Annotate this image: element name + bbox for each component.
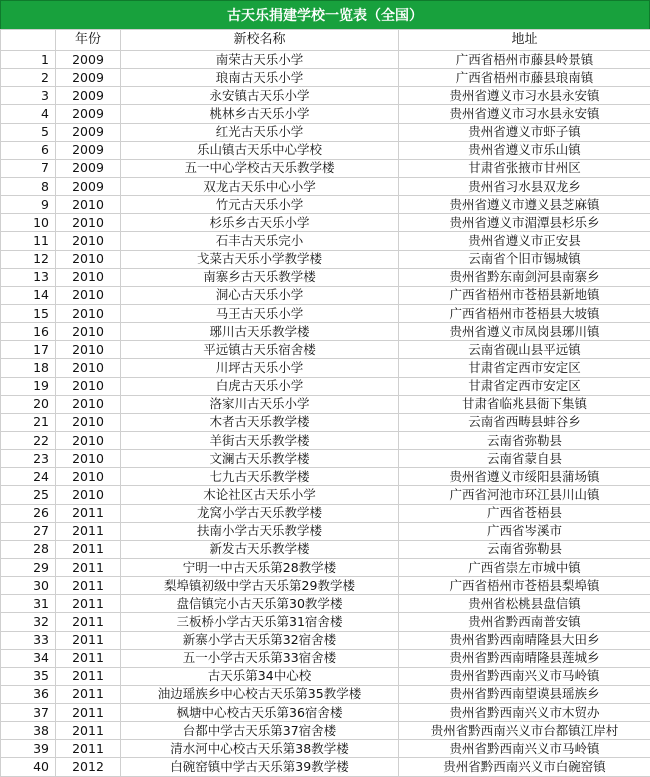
row-address-cell[interactable]: 贵州省遵义市习水县永安镇 bbox=[399, 87, 650, 105]
table-row[interactable] bbox=[1, 595, 650, 613]
row-year-cell[interactable]: 2009 bbox=[56, 141, 121, 159]
row-index-cell[interactable]: 24 bbox=[1, 468, 56, 486]
row-address-cell[interactable]: 广西省梧州市藤县岭景镇 bbox=[399, 51, 650, 69]
row-school-name-cell[interactable]: 清水河中心校古天乐第38教学楼 bbox=[121, 740, 399, 758]
row-year-cell[interactable]: 2010 bbox=[56, 359, 121, 377]
row-index-cell[interactable]: 37 bbox=[1, 704, 56, 722]
row-address-cell[interactable]: 广西省岑溪市 bbox=[399, 522, 650, 540]
row-index-cell[interactable]: 16 bbox=[1, 323, 56, 341]
row-index-cell[interactable]: 21 bbox=[1, 413, 56, 431]
table-row[interactable] bbox=[1, 323, 650, 341]
row-school-name-cell[interactable]: 乐山镇古天乐中心学校 bbox=[121, 141, 399, 159]
row-year-cell[interactable]: 2011 bbox=[56, 504, 121, 522]
table-row[interactable] bbox=[1, 558, 650, 576]
row-school-name-cell[interactable]: 油边瑶族乡中心校古天乐第35教学楼 bbox=[121, 685, 399, 703]
table-row[interactable] bbox=[1, 177, 650, 195]
row-school-name-cell[interactable]: 木者古天乐教学楼 bbox=[121, 413, 399, 431]
row-school-name-cell[interactable]: 杉乐乡古天乐小学 bbox=[121, 214, 399, 232]
table-row[interactable] bbox=[1, 704, 650, 722]
row-address-cell[interactable]: 云南省砚山县平远镇 bbox=[399, 341, 650, 359]
row-year-cell[interactable]: 2011 bbox=[56, 613, 121, 631]
row-index-cell[interactable]: 4 bbox=[1, 105, 56, 123]
row-year-cell[interactable]: 2009 bbox=[56, 177, 121, 195]
row-school-name-cell[interactable]: 桃林乡古天乐小学 bbox=[121, 105, 399, 123]
table-body bbox=[1, 51, 650, 777]
row-index-cell[interactable]: 1 bbox=[1, 51, 56, 69]
row-address-cell[interactable]: 甘肃省定西市安定区 bbox=[399, 359, 650, 377]
table-row[interactable] bbox=[1, 214, 650, 232]
row-year-cell[interactable]: 2011 bbox=[56, 595, 121, 613]
row-index-cell[interactable]: 38 bbox=[1, 722, 56, 740]
row-index-cell[interactable]: 17 bbox=[1, 341, 56, 359]
table-row[interactable] bbox=[1, 87, 650, 105]
table-row[interactable] bbox=[1, 758, 650, 776]
row-school-name-cell[interactable]: 三板桥小学古天乐第31宿舍楼 bbox=[121, 613, 399, 631]
row-index-cell[interactable]: 14 bbox=[1, 286, 56, 304]
row-year-cell[interactable]: 2009 bbox=[56, 51, 121, 69]
row-year-cell[interactable]: 2011 bbox=[56, 667, 121, 685]
row-year-cell[interactable]: 2010 bbox=[56, 214, 121, 232]
row-school-name-cell[interactable]: 五一小学古天乐第33宿舍楼 bbox=[121, 649, 399, 667]
row-year-cell[interactable]: 2010 bbox=[56, 323, 121, 341]
row-index-cell[interactable]: 23 bbox=[1, 450, 56, 468]
row-school-name-cell[interactable]: 竹元古天乐小学 bbox=[121, 196, 399, 214]
row-index-cell[interactable]: 29 bbox=[1, 558, 56, 576]
row-school-name-cell[interactable]: 石丰古天乐完小 bbox=[121, 232, 399, 250]
row-index-cell[interactable]: 36 bbox=[1, 685, 56, 703]
row-address-cell[interactable]: 甘肃省定西市安定区 bbox=[399, 377, 650, 395]
row-school-name-cell[interactable]: 永安镇古天乐小学 bbox=[121, 87, 399, 105]
row-year-cell[interactable]: 2009 bbox=[56, 69, 121, 87]
row-school-name-cell[interactable]: 枫塘中心校古天乐第36宿舍楼 bbox=[121, 704, 399, 722]
row-school-name-cell[interactable]: 南荣古天乐小学 bbox=[121, 51, 399, 69]
row-index-cell[interactable]: 25 bbox=[1, 486, 56, 504]
table-row[interactable] bbox=[1, 286, 650, 304]
row-school-name-cell[interactable]: 琊川古天乐教学楼 bbox=[121, 323, 399, 341]
row-year-cell[interactable]: 2010 bbox=[56, 196, 121, 214]
row-address-cell[interactable]: 广西省苍梧县 bbox=[399, 504, 650, 522]
row-index-cell[interactable]: 19 bbox=[1, 377, 56, 395]
row-address-cell[interactable]: 贵州省黔西南兴义市白碗窑镇 bbox=[399, 758, 650, 776]
row-index-cell[interactable]: 13 bbox=[1, 268, 56, 286]
row-index-cell[interactable]: 35 bbox=[1, 667, 56, 685]
row-address-cell[interactable]: 广西省崇左市城中镇 bbox=[399, 558, 650, 576]
row-index-cell[interactable]: 30 bbox=[1, 577, 56, 595]
header-year[interactable]: 年份 bbox=[56, 30, 121, 51]
row-address-cell[interactable]: 贵州省黔东南剑河县南寨乡 bbox=[399, 268, 650, 286]
row-address-cell[interactable]: 贵州省遵义市虾子镇 bbox=[399, 123, 650, 141]
table-row[interactable] bbox=[1, 540, 650, 558]
row-school-name-cell[interactable]: 双龙古天乐中心小学 bbox=[121, 177, 399, 195]
row-school-name-cell[interactable]: 川坪古天乐小学 bbox=[121, 359, 399, 377]
row-index-cell[interactable]: 32 bbox=[1, 613, 56, 631]
row-address-cell[interactable]: 广西省梧州市苍梧县大坡镇 bbox=[399, 304, 650, 322]
row-school-name-cell[interactable]: 红光古天乐小学 bbox=[121, 123, 399, 141]
table-row[interactable] bbox=[1, 141, 650, 159]
row-year-cell[interactable]: 2010 bbox=[56, 286, 121, 304]
row-year-cell[interactable]: 2010 bbox=[56, 250, 121, 268]
row-index-cell[interactable]: 7 bbox=[1, 159, 56, 177]
header-address[interactable]: 地址 bbox=[399, 30, 650, 51]
table-row[interactable] bbox=[1, 685, 650, 703]
row-school-name-cell[interactable]: 洞心古天乐小学 bbox=[121, 286, 399, 304]
row-school-name-cell[interactable]: 新发古天乐教学楼 bbox=[121, 540, 399, 558]
row-year-cell[interactable]: 2011 bbox=[56, 577, 121, 595]
table-row[interactable] bbox=[1, 377, 650, 395]
row-school-name-cell[interactable]: 五一中心学校古天乐教学楼 bbox=[121, 159, 399, 177]
table-row[interactable] bbox=[1, 395, 650, 413]
row-year-cell[interactable]: 2010 bbox=[56, 232, 121, 250]
row-year-cell[interactable]: 2010 bbox=[56, 468, 121, 486]
row-year-cell[interactable]: 2010 bbox=[56, 431, 121, 449]
row-year-cell[interactable]: 2011 bbox=[56, 722, 121, 740]
row-index-cell[interactable]: 6 bbox=[1, 141, 56, 159]
row-school-name-cell[interactable]: 七九古天乐教学楼 bbox=[121, 468, 399, 486]
row-school-name-cell[interactable]: 古天乐第34中心校 bbox=[121, 667, 399, 685]
row-address-cell[interactable]: 贵州省黔西南兴义市木贸办 bbox=[399, 704, 650, 722]
row-address-cell[interactable]: 贵州省遵义市湄潭县杉乐乡 bbox=[399, 214, 650, 232]
row-index-cell[interactable]: 10 bbox=[1, 214, 56, 232]
row-address-cell[interactable]: 贵州省黔西南晴隆县大田乡 bbox=[399, 631, 650, 649]
table-row[interactable] bbox=[1, 196, 650, 214]
table-row[interactable] bbox=[1, 232, 650, 250]
row-index-cell[interactable]: 2 bbox=[1, 69, 56, 87]
row-index-cell[interactable]: 34 bbox=[1, 649, 56, 667]
row-index-cell[interactable]: 9 bbox=[1, 196, 56, 214]
row-year-cell[interactable]: 2011 bbox=[56, 522, 121, 540]
table-row[interactable] bbox=[1, 304, 650, 322]
schools-table bbox=[0, 29, 650, 777]
table-row[interactable] bbox=[1, 250, 650, 268]
row-address-cell[interactable]: 甘肃省张掖市甘州区 bbox=[399, 159, 650, 177]
row-year-cell[interactable]: 2009 bbox=[56, 105, 121, 123]
table-row[interactable] bbox=[1, 613, 650, 631]
row-address-cell[interactable]: 贵州省黔西南兴义市马岭镇 bbox=[399, 667, 650, 685]
row-index-cell[interactable]: 26 bbox=[1, 504, 56, 522]
row-year-cell[interactable]: 2010 bbox=[56, 341, 121, 359]
row-year-cell[interactable]: 2010 bbox=[56, 486, 121, 504]
row-school-name-cell[interactable]: 白碗窑镇中学古天乐第39教学楼 bbox=[121, 758, 399, 776]
row-school-name-cell[interactable]: 宁明一中古天乐第28教学楼 bbox=[121, 558, 399, 576]
row-year-cell[interactable]: 2010 bbox=[56, 450, 121, 468]
table-row[interactable] bbox=[1, 123, 650, 141]
row-index-cell[interactable]: 18 bbox=[1, 359, 56, 377]
row-address-cell[interactable]: 贵州省遵义市习水县永安镇 bbox=[399, 105, 650, 123]
row-address-cell[interactable]: 广西省梧州市苍梧县新地镇 bbox=[399, 286, 650, 304]
table-row[interactable] bbox=[1, 341, 650, 359]
row-index-cell[interactable]: 40 bbox=[1, 758, 56, 776]
row-year-cell[interactable]: 2011 bbox=[56, 540, 121, 558]
table-row[interactable] bbox=[1, 468, 650, 486]
row-year-cell[interactable]: 2011 bbox=[56, 685, 121, 703]
header-index[interactable] bbox=[1, 30, 56, 51]
table-row[interactable] bbox=[1, 431, 650, 449]
row-year-cell[interactable]: 2011 bbox=[56, 558, 121, 576]
header-school-name[interactable]: 新校名称 bbox=[121, 30, 399, 51]
row-index-cell[interactable]: 20 bbox=[1, 395, 56, 413]
row-index-cell[interactable]: 11 bbox=[1, 232, 56, 250]
row-address-cell[interactable]: 贵州省松桃县盘信镇 bbox=[399, 595, 650, 613]
row-address-cell[interactable]: 云南省弥勒县 bbox=[399, 540, 650, 558]
row-school-name-cell[interactable]: 木论社区古天乐小学 bbox=[121, 486, 399, 504]
row-year-cell[interactable]: 2011 bbox=[56, 631, 121, 649]
row-school-name-cell[interactable]: 平远镇古天乐宿舍楼 bbox=[121, 341, 399, 359]
row-address-cell[interactable]: 贵州省黔西南兴义市马岭镇 bbox=[399, 740, 650, 758]
row-year-cell[interactable]: 2010 bbox=[56, 377, 121, 395]
row-year-cell[interactable]: 2009 bbox=[56, 87, 121, 105]
row-school-name-cell[interactable]: 戈菜古天乐小学教学楼 bbox=[121, 250, 399, 268]
row-address-cell[interactable]: 广西省梧州市苍梧县梨埠镇 bbox=[399, 577, 650, 595]
row-school-name-cell[interactable]: 新寨小学古天乐第32宿舍楼 bbox=[121, 631, 399, 649]
table-row[interactable] bbox=[1, 268, 650, 286]
row-address-cell[interactable]: 贵州省黔西南晴隆县莲城乡 bbox=[399, 649, 650, 667]
row-year-cell[interactable]: 2011 bbox=[56, 649, 121, 667]
row-year-cell[interactable]: 2010 bbox=[56, 413, 121, 431]
row-year-cell[interactable]: 2012 bbox=[56, 758, 121, 776]
row-address-cell[interactable]: 云南省弥勒县 bbox=[399, 431, 650, 449]
row-address-cell[interactable]: 贵州省遵义市乐山镇 bbox=[399, 141, 650, 159]
row-address-cell[interactable]: 贵州省黔西南望谟县瑶族乡 bbox=[399, 685, 650, 703]
row-school-name-cell[interactable]: 马王古天乐小学 bbox=[121, 304, 399, 322]
row-year-cell[interactable]: 2010 bbox=[56, 395, 121, 413]
table-row[interactable] bbox=[1, 486, 650, 504]
header-row bbox=[1, 30, 650, 51]
row-address-cell[interactable]: 甘肃省临兆县衙下集镇 bbox=[399, 395, 650, 413]
row-index-cell[interactable]: 3 bbox=[1, 87, 56, 105]
table-row[interactable] bbox=[1, 105, 650, 123]
row-index-cell[interactable]: 39 bbox=[1, 740, 56, 758]
table-row[interactable] bbox=[1, 667, 650, 685]
table-row[interactable] bbox=[1, 51, 650, 69]
row-school-name-cell[interactable]: 梨埠镇初级中学古天乐第29教学楼 bbox=[121, 577, 399, 595]
table-row[interactable] bbox=[1, 577, 650, 595]
row-address-cell[interactable]: 贵州省习水县双龙乡 bbox=[399, 177, 650, 195]
row-year-cell[interactable]: 2009 bbox=[56, 123, 121, 141]
row-school-name-cell[interactable]: 文澜古天乐教学楼 bbox=[121, 450, 399, 468]
row-school-name-cell[interactable]: 琅南古天乐小学 bbox=[121, 69, 399, 87]
row-year-cell[interactable]: 2010 bbox=[56, 304, 121, 322]
row-school-name-cell[interactable]: 台都中学古天乐第37宿舍楼 bbox=[121, 722, 399, 740]
table-row[interactable] bbox=[1, 649, 650, 667]
row-index-cell[interactable]: 31 bbox=[1, 595, 56, 613]
row-address-cell[interactable]: 贵州省黔西南兴义市台都镇江岸村 bbox=[399, 722, 650, 740]
row-school-name-cell[interactable]: 龙窝小学古天乐教学楼 bbox=[121, 504, 399, 522]
table-row[interactable] bbox=[1, 504, 650, 522]
row-school-name-cell[interactable]: 扶南小学古天乐教学楼 bbox=[121, 522, 399, 540]
row-address-cell[interactable]: 云南省西畴县蚌谷乡 bbox=[399, 413, 650, 431]
table-row[interactable] bbox=[1, 69, 650, 87]
table-row[interactable] bbox=[1, 413, 650, 431]
row-address-cell[interactable]: 广西省河池市环江县川山镇 bbox=[399, 486, 650, 504]
row-index-cell[interactable]: 27 bbox=[1, 522, 56, 540]
row-school-name-cell[interactable]: 洛家川古天乐小学 bbox=[121, 395, 399, 413]
row-school-name-cell[interactable]: 南寨乡古天乐教学楼 bbox=[121, 268, 399, 286]
table-row[interactable] bbox=[1, 740, 650, 758]
row-school-name-cell[interactable]: 羊街古天乐教学楼 bbox=[121, 431, 399, 449]
row-school-name-cell[interactable]: 白虎古天乐小学 bbox=[121, 377, 399, 395]
row-index-cell[interactable]: 22 bbox=[1, 431, 56, 449]
row-index-cell[interactable]: 5 bbox=[1, 123, 56, 141]
row-year-cell[interactable]: 2011 bbox=[56, 740, 121, 758]
row-index-cell[interactable]: 8 bbox=[1, 177, 56, 195]
table-row[interactable] bbox=[1, 522, 650, 540]
row-address-cell[interactable]: 广西省梧州市藤县琅南镇 bbox=[399, 69, 650, 87]
row-address-cell[interactable]: 贵州省遵义市绥阳县蒲场镇 bbox=[399, 468, 650, 486]
row-index-cell[interactable]: 15 bbox=[1, 304, 56, 322]
table-row[interactable] bbox=[1, 450, 650, 468]
row-year-cell[interactable]: 2011 bbox=[56, 704, 121, 722]
table-row[interactable] bbox=[1, 631, 650, 649]
row-address-cell[interactable]: 贵州省遵义市凤岗县琊川镇 bbox=[399, 323, 650, 341]
row-year-cell[interactable]: 2010 bbox=[56, 268, 121, 286]
row-address-cell[interactable]: 贵州省遵义市正安县 bbox=[399, 232, 650, 250]
row-year-cell[interactable]: 2009 bbox=[56, 159, 121, 177]
row-index-cell[interactable]: 12 bbox=[1, 250, 56, 268]
row-address-cell[interactable]: 贵州省黔西南普安镇 bbox=[399, 613, 650, 631]
row-address-cell[interactable]: 云南省个旧市锡城镇 bbox=[399, 250, 650, 268]
row-index-cell[interactable]: 28 bbox=[1, 540, 56, 558]
table-row[interactable] bbox=[1, 359, 650, 377]
row-school-name-cell[interactable]: 盘信镇完小古天乐第30教学楼 bbox=[121, 595, 399, 613]
table-row[interactable] bbox=[1, 159, 650, 177]
sheet-title: 古天乐捐建学校一览表（全国） bbox=[0, 0, 650, 30]
table-row[interactable] bbox=[1, 722, 650, 740]
row-index-cell[interactable]: 33 bbox=[1, 631, 56, 649]
row-address-cell[interactable]: 云南省蒙自县 bbox=[399, 450, 650, 468]
row-address-cell[interactable]: 贵州省遵义市遵义县芝麻镇 bbox=[399, 196, 650, 214]
